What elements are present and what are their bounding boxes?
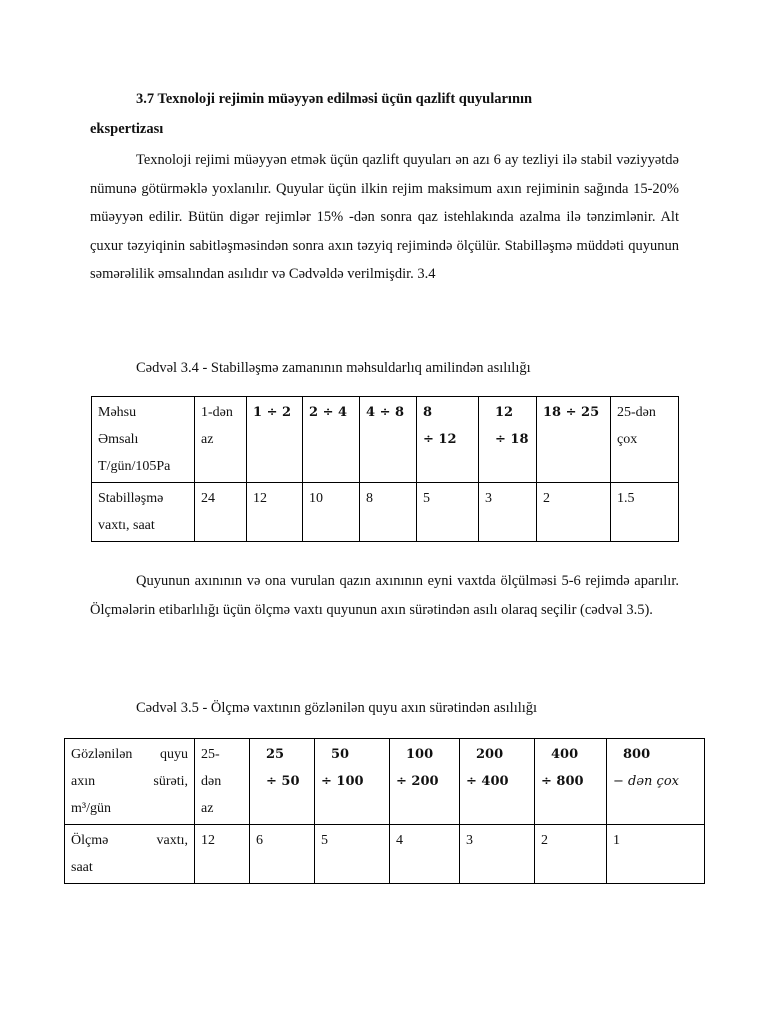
table-cell: 4 — [390, 825, 460, 884]
table-3-4 — [91, 396, 679, 542]
table-header-cell: 1 ÷ 2 — [247, 397, 303, 483]
table-cell: Ölçmə vaxtı, saat — [65, 825, 195, 884]
table-3-4-caption: Cədvəl 3.4 - Stabilləşmə zamanının məhsuldarlıq amilindən asılılığı — [136, 360, 531, 376]
table-header-cell: 25 ÷ 50 — [250, 739, 315, 825]
table-row — [65, 739, 705, 825]
table-header-cell: Gözlənilən quyu axın sürəti, m³/gün — [65, 739, 195, 825]
table-3-5 — [64, 738, 705, 884]
section-heading — [90, 84, 690, 144]
table-cell: 3 — [479, 483, 537, 542]
table-row — [92, 483, 679, 542]
table-cell: 1 — [607, 825, 705, 884]
table-header-cell: 4 ÷ 8 — [360, 397, 417, 483]
table-header-cell: 25- dən az — [195, 739, 250, 825]
table-row — [92, 397, 679, 483]
table-cell: 12 — [247, 483, 303, 542]
table-header-cell: 100 ÷ 200 — [390, 739, 460, 825]
table-cell: 1.5 — [611, 483, 679, 542]
table-header-cell: 25-dən çox — [611, 397, 679, 483]
table-cell: 5 — [315, 825, 390, 884]
table-cell: 6 — [250, 825, 315, 884]
paragraph-1: Texnoloji rejimi müəyyən etmək üçün qazlift quyuları ən azı 6 ay tezliyi ilə stabil vəziyyətdə nümunə götürməklə yoxlanılır. Quyular üçün ilkin rejim maksimum axın rejiminin sağında 15-20% müəyyən edilir. Bütün digər rejimlər 15% -dən sonra qaz istehlakında azalma ilə tənzimlənir. Alt çuxur təzyiqinin sabitləşməsindən sonra axın təzyiq rejimində ölçülür. Stabilləşmə müddəti quyunun səmərəlilik əmsalından asılıdır və Cədvəldə verilmişdir. 3.4 — [90, 152, 679, 282]
table-row — [65, 825, 705, 884]
table-header-cell: Məhsu Əmsalı T/gün/105Pa — [92, 397, 195, 483]
table-cell: 24 — [195, 483, 247, 542]
table-header-cell: 18 ÷ 25 — [537, 397, 611, 483]
table-cell: 8 — [360, 483, 417, 542]
table-cell: 3 — [460, 825, 535, 884]
table-cell: Stabilləşmə vaxtı, saat — [92, 483, 195, 542]
section-heading-line1: 3.7 Texnoloji rejimin müəyyən edilməsi üçün qazlift quyularının — [136, 91, 533, 107]
table-cell: 12 — [195, 825, 250, 884]
table-cell: 2 — [537, 483, 611, 542]
paragraph-2: Quyunun axınının və ona vurulan qazın axınının eyni vaxtda ölçülməsi 5-6 rejimdə aparılır. Ölçmələrin etibarlılığı üçün ölçmə vaxtı quyunun axın sürətindən asılı olaraq seçilir (cədvəl 3.5). — [90, 573, 679, 618]
table-cell: 5 — [417, 483, 479, 542]
table-cell: 10 — [303, 483, 360, 542]
table-cell: 2 — [535, 825, 607, 884]
table-header-cell: 50 ÷ 100 — [315, 739, 390, 825]
table-header-cell: 8 ÷ 12 — [417, 397, 479, 483]
table-header-cell: 800 − dən çox — [607, 739, 705, 825]
table-header-cell: 1-dən az — [195, 397, 247, 483]
table-header-cell: 400 ÷ 800 — [535, 739, 607, 825]
table-3-5-caption: Cədvəl 3.5 - Ölçmə vaxtının gözlənilən quyu axın sürətindən asılılığı — [136, 700, 538, 716]
table-header-cell: 200 ÷ 400 — [460, 739, 535, 825]
section-heading-line2: ekspertizası — [90, 121, 164, 137]
table-header-cell: 12 ÷ 18 — [479, 397, 537, 483]
table-header-cell: 2 ÷ 4 — [303, 397, 360, 483]
